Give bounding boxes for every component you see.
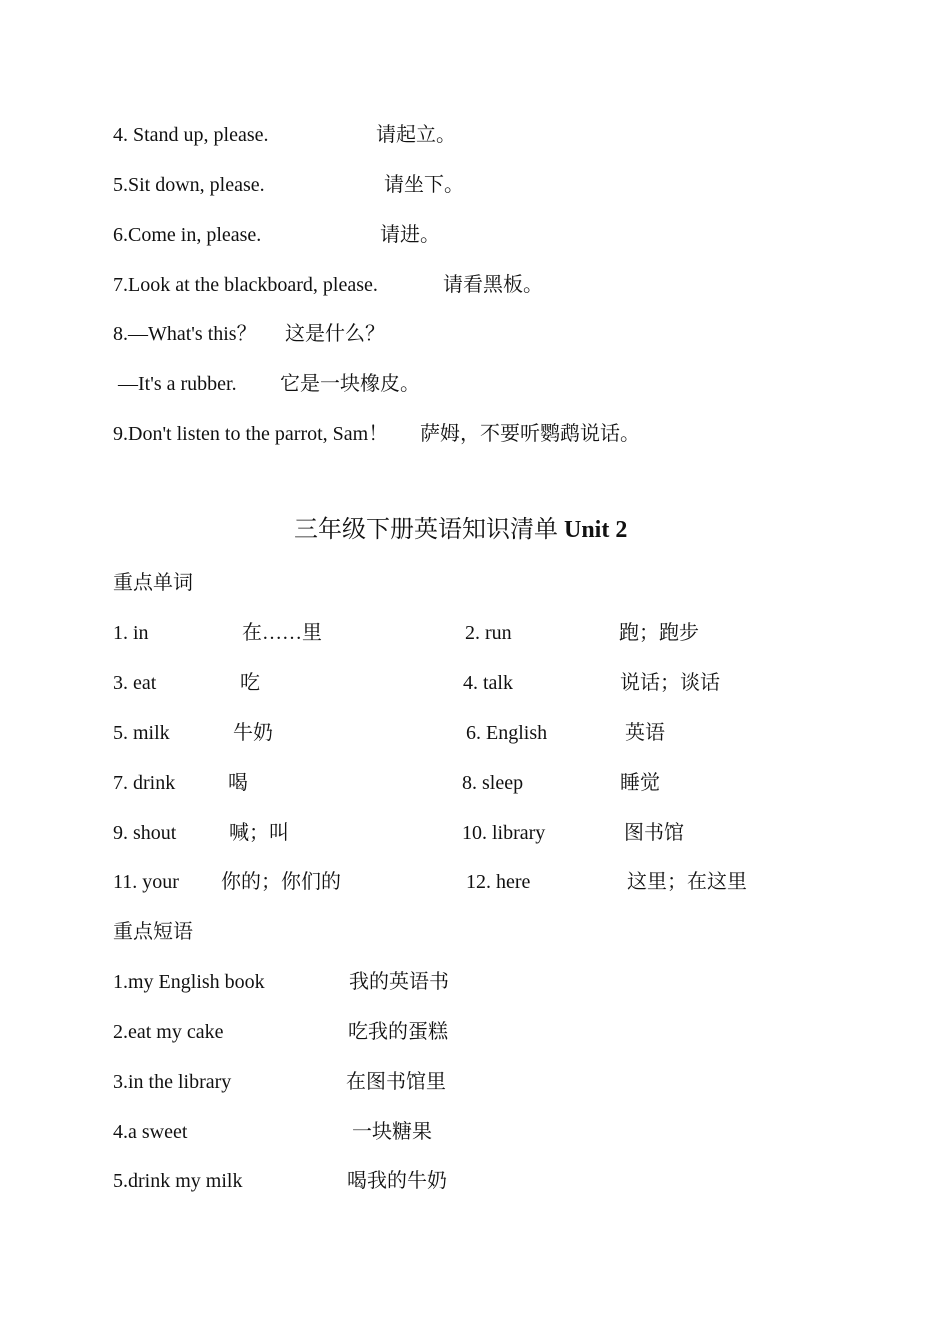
phrase-en: 1.my English book: [113, 971, 265, 993]
word-en: 4. talk: [463, 672, 513, 694]
word-zh: 喝: [228, 772, 248, 794]
sentence-zh: 请起立。: [376, 124, 456, 146]
word-zh: 英语: [625, 722, 665, 744]
phrase-en: 4.a sweet: [113, 1121, 188, 1143]
unit-title: [294, 515, 627, 545]
unit-title-text: 三年级下册英语知识清单: [294, 517, 558, 543]
sentence-en: 5.Sit down, please.: [113, 174, 265, 196]
sentence-en: 6.Come in, please.: [113, 224, 262, 246]
word-en: 3. eat: [113, 672, 157, 694]
word-en: 1. in: [113, 622, 149, 644]
word-en: 8. sleep: [462, 772, 524, 794]
phrases-heading: 重点短语: [113, 921, 193, 943]
phrase-zh: 一块糖果: [352, 1121, 432, 1143]
sentence-zh: 请坐下。: [384, 174, 464, 196]
word-zh: 吃: [240, 672, 260, 694]
word-zh: 这里；在这里: [627, 871, 747, 893]
word-zh: 说话；谈话: [620, 672, 720, 694]
sentence-en: —It's a rubber.: [118, 373, 237, 395]
word-zh: 图书馆: [624, 822, 684, 844]
phrase-en: 2.eat my cake: [113, 1021, 224, 1043]
phrase-zh: 喝我的牛奶: [347, 1170, 447, 1192]
word-zh: 在……里: [242, 622, 322, 644]
word-en: 5. milk: [113, 722, 170, 744]
word-en: 12. here: [466, 871, 531, 893]
phrase-en: 5.drink my milk: [113, 1170, 243, 1192]
sentence-en: 9.Don't listen to the parrot, Sam！: [113, 423, 389, 445]
phrase-zh: 吃我的蛋糕: [348, 1021, 448, 1043]
word-zh: 跑；跑步: [619, 622, 699, 644]
sentence-zh: 这是什么？: [285, 323, 385, 345]
word-en: 9. shout: [113, 822, 177, 844]
word-zh: 睡觉: [620, 772, 660, 794]
word-en: 2. run: [465, 622, 512, 644]
sentence-en: 8.—What's this？: [113, 323, 257, 345]
word-zh: 牛奶: [233, 722, 273, 744]
word-en: 6. English: [466, 722, 548, 744]
sentence-zh: 请看黑板。: [443, 274, 543, 296]
sentence-zh: 它是一块橡皮。: [280, 373, 420, 395]
word-en: 10. library: [462, 822, 546, 844]
words-heading: 重点单词: [113, 572, 193, 594]
word-en: 7. drink: [113, 772, 176, 794]
phrase-zh: 在图书馆里: [346, 1071, 446, 1093]
phrase-zh: 我的英语书: [349, 971, 449, 993]
unit-title-unit: Unit 2: [564, 517, 628, 543]
word-zh: 你的；你们的: [221, 871, 341, 893]
word-en: 11. your: [113, 871, 179, 893]
sentence-zh: 萨姆，不要听鹦鹉说话。: [420, 423, 640, 445]
sentence-en: 4. Stand up, please.: [113, 124, 269, 146]
sentence-en: 7.Look at the blackboard, please.: [113, 274, 378, 296]
word-zh: 喊；叫: [229, 822, 289, 844]
sentence-zh: 请进。: [380, 224, 440, 246]
phrase-en: 3.in the library: [113, 1071, 232, 1093]
